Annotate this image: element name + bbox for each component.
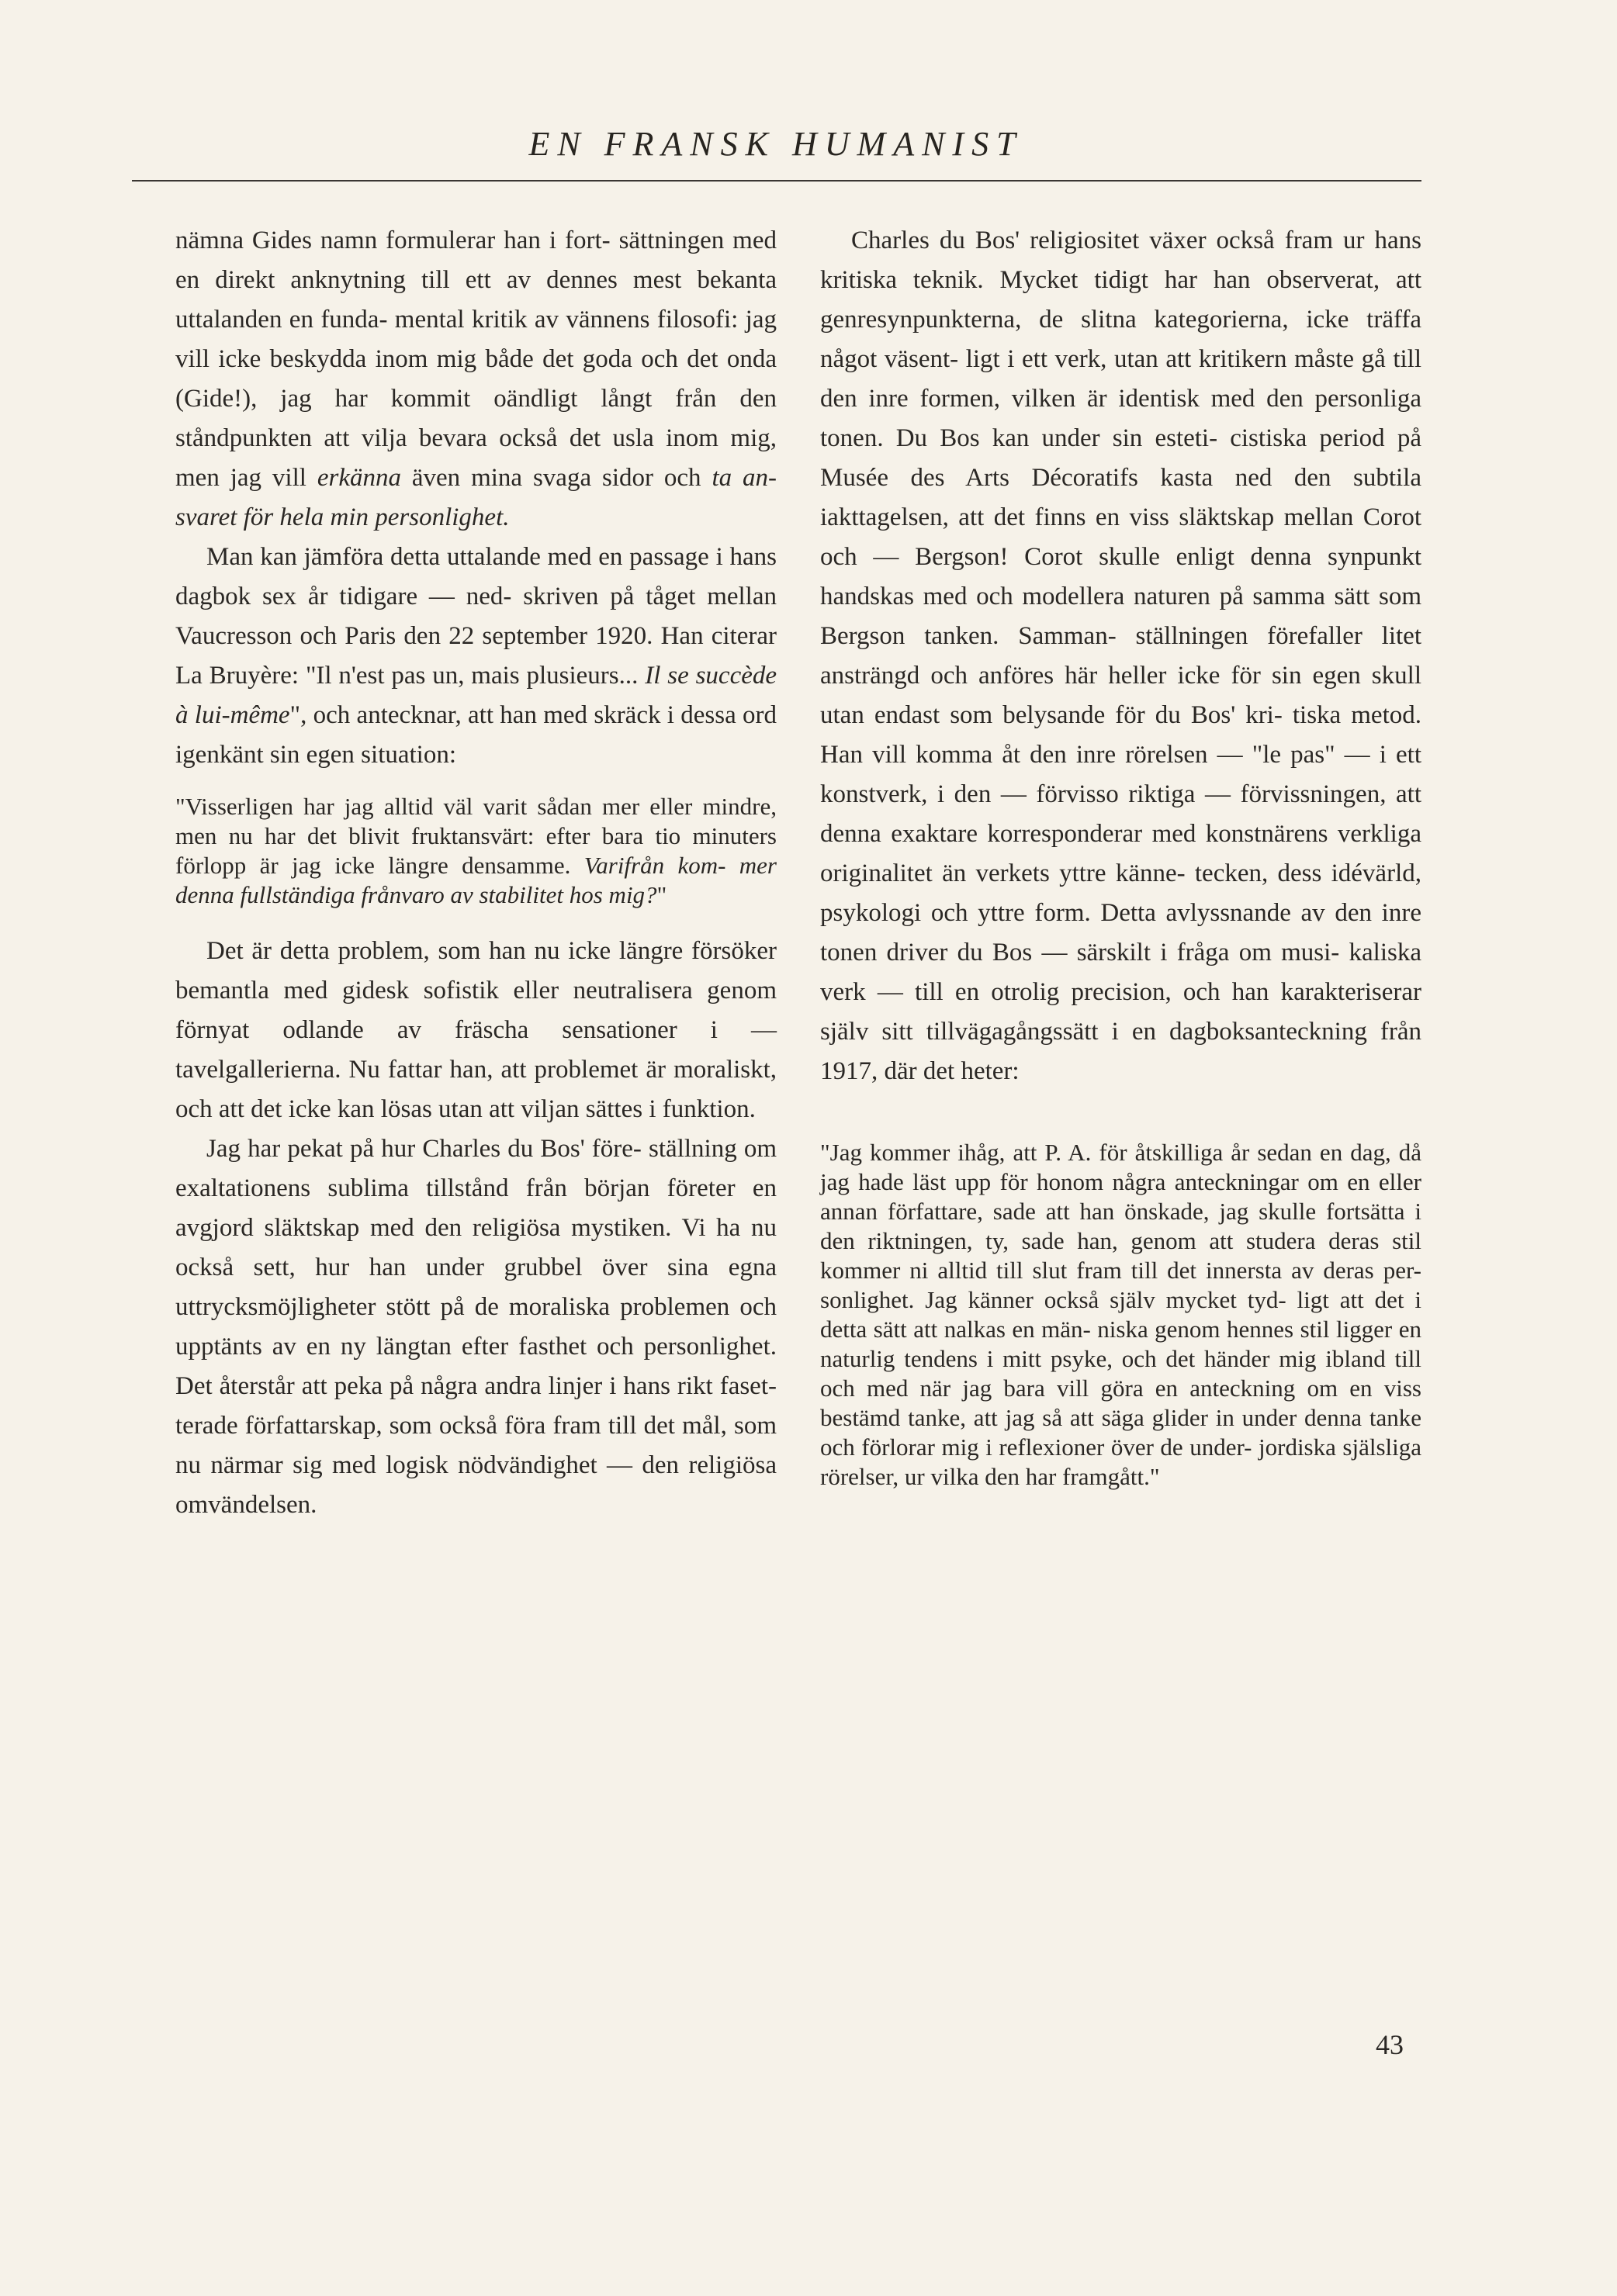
left-column	[175, 221, 777, 1525]
left-p1-text: nämna Gides namn formulerar han i fort- sättningen med en direkt anknytning till ett av dennes mest bekanta uttalanden en funda- mental kritik av vännens filosofi: jag vill icke beskydda inom mig både det goda och det onda (Gide!), jag har kommit oändligt långt från den ståndpunkten att vilja bevara också det usla inom mig, men jag vill	[175, 226, 777, 492]
left-paragraph-1	[175, 221, 777, 538]
left-p1-text-2: även mina svaga sidor och	[400, 464, 712, 492]
quote1-text: "Visserligen har jag alltid väl varit sådan mer eller mindre, men nu har det blivit fruktansvärt: efter bara tio minuters förlopp är jag icke längre densamme.	[175, 793, 777, 879]
quote1-italic: Varifrån kom- mer denna fullständiga frånvaro av stabilitet hos mig?	[175, 852, 777, 908]
left-p2-italic: Il se succède à lui-même	[175, 662, 777, 729]
left-p2-text: Man kan jämföra detta uttalande med en passage i hans dagbok sex år tidigare — ned- skriven på tåget mellan Vaucresson och Paris den 22 september 1920. Han citerar La Bruyère: "Il n'est pas un, mais plusieurs...	[175, 543, 777, 690]
left-paragraph-4: Jag har pekat på hur Charles du Bos' före- ställning om exaltationens sublima tillstånd från början företer en avgjord släktskap med den religiösa mystiken. Vi ha nu också sett, hur han under grubbel över sina egna uttrycksmöjligheter stött på de moraliska problemen och upptänts av en ny längtan efter fasthet och personlighet. Det återstår att peka på några andra linjer i hans rikt faset- terade författarskap, som också föra fram till det mål, som nu närmar sig med logisk nödvändighet — den religiösa omvändelsen.	[175, 1135, 777, 1519]
left-p1-italic-2: ta an- svaret för hela min personlighet.	[175, 464, 777, 531]
left-paragraph-2	[175, 538, 777, 775]
right-paragraph-1: Charles du Bos' religiositet växer också fram ur hans kritiska teknik. Mycket tidigt har han observerat, att genresynpunkterna, de slitna kategorierna, icke träffa något väsent- ligt i ett verk, utan att kritikern måste gå till den inre formen, vilken är identisk med den personliga tonen. Du Bos kan under sin esteti- cistiska period på Musée des Arts Décoratifs kasta ned den subtila iakttagelsen, att det finns en viss släktskap mellan Corot och — Bergson! Corot skulle enligt denna synpunkt handskas med och modellera naturen på samma sätt som Bergson tanken. Samman- ställningen förefaller litet ansträngd och anföres här heller icke för sin egen skull utan endast som belysande för du Bos' kri- tiska metod. Han vill komma åt den inre rörelsen — "le pas" — i ett konstverk, i den — förvisso riktiga — förvissningen, att denna exaktare korresponderar med konstnärens verkliga originalitet än verkets yttre känne- tecken, dess idévärld, psykologi och yttre form. Detta avlyssnande av den inre tonen driver du Bos — särskilt i fråga om musi- kaliska verk — till en otrolig precision, och han karakteriserar själv sitt tillvägagångssätt i en dagboksanteckning från 1917, där det heter:	[820, 226, 1421, 1085]
page-number: 43	[1376, 2029, 1404, 2060]
quote1-end: "	[656, 881, 667, 908]
right-block-quote: "Jag kommer ihåg, att P. A. för åtskilliga år sedan en dag, då jag hade läst upp för honom några anteckningar om en eller annan författare, sade att han önskade, jag skulle fortsätta i den riktningen, ty, sade han, genom att studera deras stil kommer ni alltid till slut fram till det innersta av deras per- sonlighet. Jag känner också själv mycket tyd- ligt att det i detta sätt att nalkas en män- niska genom hennes stil ligger en naturlig tendens i mitt psyke, och det händer mig ibland till och med när jag bara vill göra en anteckning om en viss bestämd tanke, att jag så att säga glider in under denna tanke och förlorar mig i reflexioner över de under- jordiska själsliga rörelser, ur vilka den har framgått."	[820, 1139, 1421, 1490]
running-header: EN FRANSK HUMANIST	[528, 125, 1023, 163]
left-paragraph-3: Det är detta problem, som han nu icke längre försöker bemantla med gidesk sofistik eller neutralisera genom förnyat odlande av fräscha sensationer i — tavelgallerierna. Nu fattar han, att problemet är moraliskt, och att det icke kan lösas utan att viljan sättes i funktion.	[175, 937, 777, 1123]
left-block-quote	[175, 792, 777, 910]
left-p2-text-2: ", och antecknar, att han med skräck i dessa ord igenkänt sin egen situation:	[175, 701, 777, 769]
left-p1-italic-1: erkänna	[317, 464, 401, 492]
header-rule	[132, 180, 1421, 182]
right-column	[820, 221, 1421, 1513]
